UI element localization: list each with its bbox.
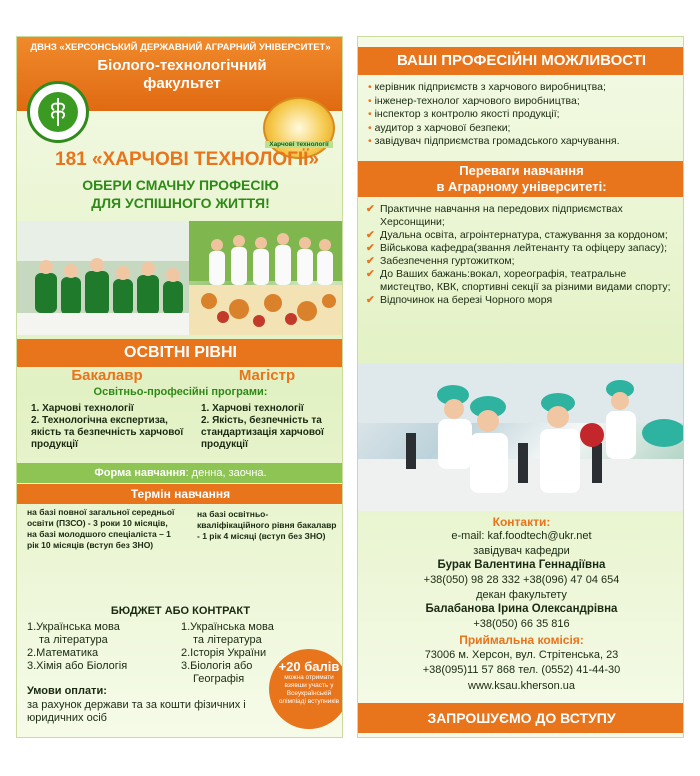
- duration-bachelor: на базі повної загальної середньої освіти (ПЗСО) - 3 роки 10 місяців, на базі молодшого спеціаліста – 1 рік 10 місяців (вступ без ЗНО): [27, 507, 175, 550]
- list-item: • завідувач підприємства громадського харчування.: [368, 135, 620, 147]
- head-phones: +38(050) 98 28 332 +38(096) 47 04 654: [423, 574, 620, 586]
- university-name: ДВНЗ «ХЕРСОНСЬКИЙ ДЕРЖАВНИЙ АГРАРНИЙ УНІВЕРСИТЕТ»: [30, 42, 331, 53]
- list-item: • керівник підприємств з харчового виробництва;: [368, 81, 606, 93]
- study-form-label: Форма навчання: [94, 467, 186, 479]
- advantages-title-1: Переваги навчання: [459, 163, 584, 178]
- checkmark-icon: ✔: [366, 255, 375, 267]
- study-form-bar: [17, 463, 343, 483]
- address: 73006 м. Херсон, вул. Стрітенська, 23: [424, 649, 619, 661]
- bonus-points: +20 балів: [278, 659, 340, 674]
- list-item: • аудитор з харчової безпеки;: [368, 121, 511, 134]
- study-form-value: : денна, заочна.: [185, 467, 267, 479]
- dean-title: декан факультету: [476, 589, 567, 601]
- list-item: • інженер-технолог харчового виробництва;: [368, 94, 580, 107]
- commission-phones: +38(095)11 57 868 тел. (0552) 41-44-30: [422, 664, 621, 676]
- list-item: ✔ Забезпечення гуртожитком;: [366, 255, 515, 267]
- subject-line: Географія: [193, 673, 245, 685]
- dean-name: Балабанова Ірина Олександрівна: [425, 603, 618, 615]
- subject-line: 1.Українська мова: [27, 621, 120, 633]
- slogan-line-1: ОБЕРИ СМАЧНУ ПРОФЕСІЮ: [82, 177, 279, 193]
- bachelor-program-2: 2. Технологічна експертиза, якість та безпечність харчової продукції: [31, 415, 184, 450]
- checkmark-icon: ✔: [366, 268, 375, 280]
- list-item: • інспектор з контролю якості продукції;: [368, 108, 560, 120]
- slogan-line-2: ДЛЯ УСПІШНОГО ЖИТТЯ!: [91, 195, 270, 211]
- specialty-title: 181 «ХАРЧОВІ ТЕХНОЛОГІЇ»: [55, 149, 319, 170]
- list-item: ✔ Дуальна освіта, агроінтернатура, стажування за кордоном;: [366, 229, 668, 241]
- dean-phone: +38(050) 66 35 816: [473, 618, 570, 630]
- master-label: Магістр: [238, 367, 296, 384]
- bachelor-programs: [31, 403, 191, 451]
- budget-title: БЮДЖЕТ АБО КОНТРАКТ: [110, 605, 251, 617]
- bachelor-label: Бакалавр: [71, 367, 143, 384]
- payment-title: Умови оплати:: [27, 685, 107, 697]
- left-panel: [16, 36, 343, 738]
- commission-title: Приймальна комісія:: [459, 633, 584, 647]
- university-logo: [27, 81, 89, 143]
- advantages-list: [366, 203, 678, 307]
- head-title: завідувач кафедри: [473, 545, 570, 557]
- duration-bar: Термін навчання: [17, 484, 343, 504]
- food-exhibition-photo: [189, 221, 343, 335]
- subject-line: 1.Українська мова: [181, 621, 274, 633]
- advantages-title-2: в Аграрному університеті:: [436, 179, 607, 194]
- checkmark-icon: ✔: [366, 242, 375, 254]
- list-item: ✔ Практичне навчання на передових підприємствах Херсонщини;: [366, 203, 623, 228]
- faculty-line-1: Біолого-технологічний: [97, 57, 267, 74]
- website-link[interactable]: www.ksau.kherson.ua: [468, 680, 575, 692]
- payment-text: за рахунок держави та за кошти фізичних і юридичних осіб: [27, 699, 246, 724]
- master-program-2: 2. Якість, безпечність та стандартизація харчової продукції: [201, 415, 324, 450]
- email-link[interactable]: e-mail: kaf.foodtech@ukr.net: [451, 530, 592, 542]
- list-item: ✔ Відпочинок на березі Чорного моря: [366, 294, 553, 306]
- subject-line: та література: [193, 634, 262, 646]
- programs-title: Освітньо-професійні програми:: [93, 386, 268, 398]
- contacts-title: Контакти:: [492, 515, 551, 529]
- invite-bar: ЗАПРОШУЄМО ДО ВСТУПУ: [358, 703, 684, 733]
- duration-master: на базі освітньо-кваліфікаційного рівня бакалавр - 1 рік 4 місяці (вступ без ЗНО): [197, 509, 337, 541]
- checkmark-icon: ✔: [366, 294, 375, 306]
- opportunities-list: [368, 81, 680, 149]
- subjects-bachelor: [27, 621, 187, 673]
- head-name: Бурак Валентина Геннадіївна: [437, 559, 606, 571]
- subject-line: 3.Хімія або Біологія: [27, 660, 128, 672]
- students-classroom-photo: [17, 221, 189, 335]
- checkmark-icon: ✔: [366, 229, 375, 241]
- list-item: ✔ До Ваших бажань:вокал, хореографія, театральне мистецтво, КВК, спортивні секції за різними видами спорту;: [366, 268, 671, 293]
- faculty-line-2: факультет: [143, 75, 221, 92]
- badge-label: Харчові технології: [265, 141, 333, 148]
- advantages-bar: [358, 161, 684, 197]
- bonus-note: можна отримати взявши участь у Всеукраїнській олімпіаді вступників: [278, 674, 340, 705]
- list-item: ✔ Військова кафедра(звання лейтенанту та офіцеру запасу);: [366, 242, 668, 254]
- laboratory-photo: [358, 363, 684, 511]
- bonus-circle: [269, 649, 343, 729]
- subject-line: та література: [39, 634, 108, 646]
- opportunities-bar: ВАШІ ПРОФЕСІЙНІ МОЖЛИВОСТІ: [358, 47, 684, 75]
- right-panel: [357, 36, 684, 738]
- checkmark-icon: ✔: [366, 203, 375, 215]
- subject-line: 2.Історія України: [181, 647, 267, 659]
- master-programs: [201, 403, 341, 451]
- subject-line: 3.Біологія або: [181, 660, 253, 672]
- wheat-logo-icon: [30, 84, 86, 140]
- subject-line: 2.Математика: [27, 647, 99, 659]
- bachelor-program-1: 1. Харчові технології: [31, 403, 134, 414]
- education-levels-bar: ОСВІТНІ РІВНІ: [17, 339, 343, 367]
- master-program-1: 1. Харчові технології: [201, 403, 304, 414]
